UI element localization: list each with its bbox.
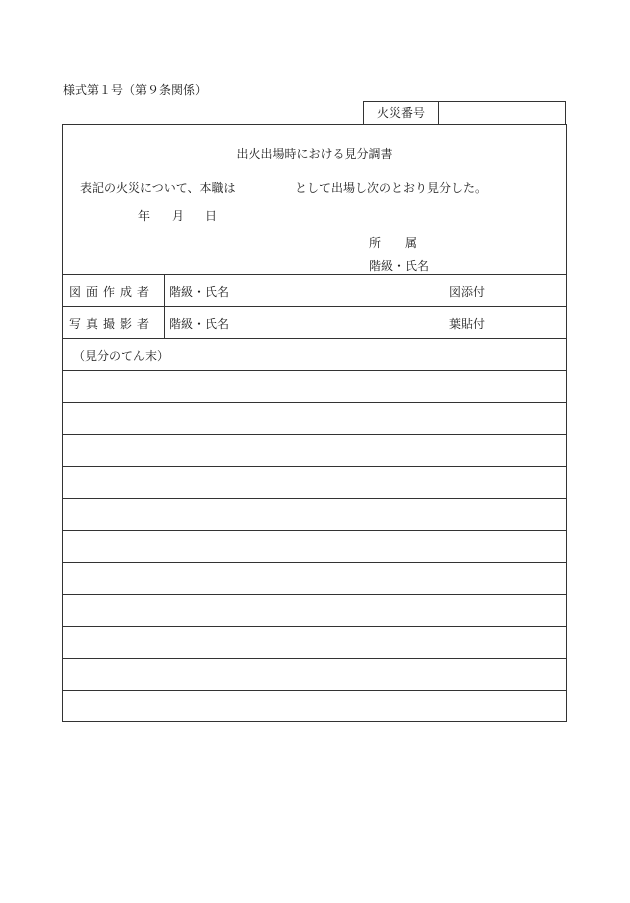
report-title: 出火出場時における見分調書 [236, 147, 393, 161]
drawing-rank-name-label: 階級・氏名 [169, 285, 230, 299]
drawing-role-label: 図面作成者 [69, 285, 155, 299]
ruled-line [63, 434, 566, 435]
ruled-line [63, 530, 566, 531]
photo-role-label: 写真撮影者 [69, 317, 155, 331]
drawing-attachment-label: 図添付 [449, 285, 486, 299]
photo-attachment-label: 葉貼付 [449, 317, 486, 331]
statement-end: として出場し次のとおり見分した。 [295, 181, 488, 195]
day-label: 日 [205, 209, 218, 223]
role-blank-field[interactable] [233, 177, 293, 193]
month-label: 月 [172, 209, 185, 223]
ruled-line [63, 402, 566, 403]
ruled-line [63, 690, 566, 691]
divider [63, 274, 566, 275]
fire-number-field[interactable] [439, 102, 565, 124]
ruled-line [63, 626, 566, 627]
divider [63, 306, 566, 307]
fire-number-box [363, 101, 566, 124]
ruled-line [63, 562, 566, 563]
ruled-line [63, 658, 566, 659]
photo-rank-name-label: 階級・氏名 [169, 317, 230, 331]
divider [63, 338, 566, 339]
details-heading: （見分のてん末） [73, 349, 170, 363]
inspection-report-form [62, 124, 567, 722]
year-label: 年 [138, 209, 151, 223]
ruled-line [63, 498, 566, 499]
reporter-rank-name-label: 階級・氏名 [369, 259, 430, 273]
ruled-line [63, 466, 566, 467]
ruled-line [63, 594, 566, 595]
affiliation-label: 所 属 [369, 236, 418, 250]
ruled-line [63, 370, 566, 371]
statement-start: 表記の火災について、本職は [80, 181, 236, 195]
form-number-label: 様式第１号（第９条関係） [63, 83, 208, 97]
fire-number-label: 火災番号 [364, 102, 439, 124]
